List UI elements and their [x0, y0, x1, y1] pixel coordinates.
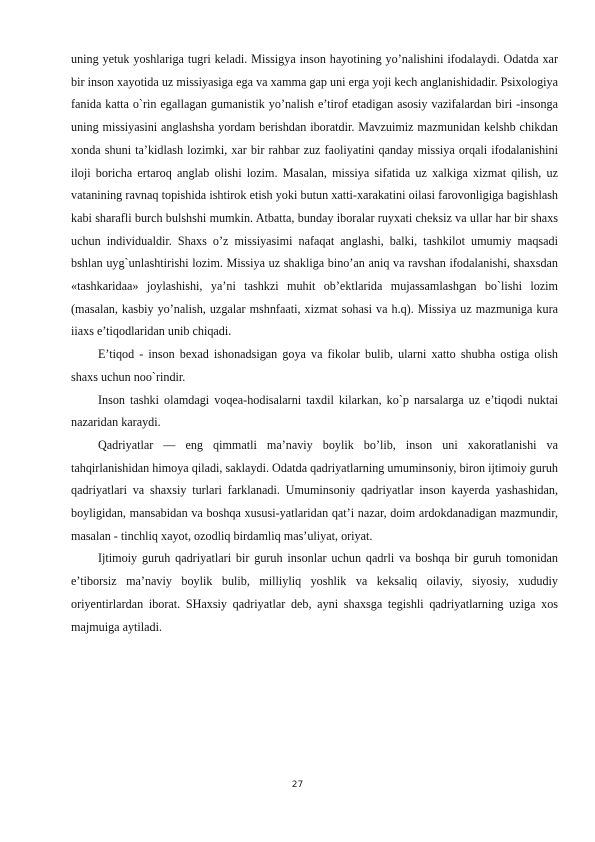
page-number: 27: [291, 780, 304, 790]
paragraph-group-values: Ijtimoiy guruh qadriyatlari bir guruh insonlar uchun qadrli va boshqa bir guruh tomonidan e’tiborsiz ma’naviy boylik bulib, milliyliq yoshlik va keksaliq oilaviy, siyosiy, xududiy oriyentirlardan iborat. SHaxsiy qadriyatlar deb, ayni shaxsga tegishli qadriyatlarning uziga xos majmuiga aytiladi.: [71, 551, 558, 634]
paragraph-outer-world: Inson tashki olamdagi voqea-hodisalarni taxdil kilarkan, ko`p narsalarga uz e’tiqodi nuktai nazaridan karaydi.: [71, 392, 558, 430]
page-body: [71, 48, 558, 638]
paragraph-values: Qadriyatlar — eng qimmatli ma’naviy boylik bo’lib, inson uni xakoratlanishi va tahqirlanishidan himoya qiladi, saklaydi. Odatda qadriyatlarning umuminsoniy, biron ijtimoiy guruh qadriyatlari va shaxsiy turlari farklanadi. Umuminsoniy qadriyatlar inson kayerda yashashidan, boyligidan, mansabidan va boshqa xususi-yatlaridan qat’i nazar, doim ardokdanadigan mazmundir, masalan - tinchliq xayot, ozodliq birdamliq mas’uliyat, oriyat.: [71, 437, 558, 543]
paragraph-mission: uning yetuk yoshlariga tugri keladi. Missigya inson hayotining yo’nalishini ifodalaydi. Odatda xar bir inson xayotida uz missiyasiga ega va xamma gap uni erga yoji kech anglanishidadir. Psixologiya fanida katta o`rin egallagan gumanistik yo’nalish e’tirof etadigan asosiy vazifalardan biri -insonga uning missiyasini anglashsha yordam berishdan iboratdir. Mavzuimiz mazmunidan kelshb chikdan xonda shuni ta’kidlash lozimki, xar bir rahbar zuz faoliyatini qanday missiya orqali ifodalanishini iloji boricha ertaroq anglab olishi lozim. Masalan, missiya sifatida uz xalkiga xizmat qilish, uz vatanining ravnaq topishida ishtirok etish yoki butun xatti-xarakatini oilasi farovonligiga bagishlash kabi sharafli burch bulshshi mumkin. Atbatta, bunday iboralar ruyxati cheksiz va ullar har bir shaxs uchun individualdir. Shaxs o’z missiyasimi nafaqat anglashi, balki, tashkilot umumiy maqsadi bshlan uyg`unlashtirishi lozim. Missiya uz shakliga bino’an aniq va ravshan ifodalanishi, shaxsdan «tashkaridaa» joylashishi, ya’ni tashkzi muhit ob’ektlarida mujassamlashgan bo`lishi lozim (masalan, kasbiy yo’nalish, uzgalar mshnfaati, xizmat sohasi va h.q). Missiya uz mazmuniga kura iiaxs e’tiqodlaridan unib chiqadi.: [71, 52, 558, 339]
paragraph-belief: E’tiqod - inson bexad ishonadsigan goya va fikolar bulib, ularni xatto shubha ostiga olish shaxs uchun noo`rindir.: [71, 347, 558, 384]
